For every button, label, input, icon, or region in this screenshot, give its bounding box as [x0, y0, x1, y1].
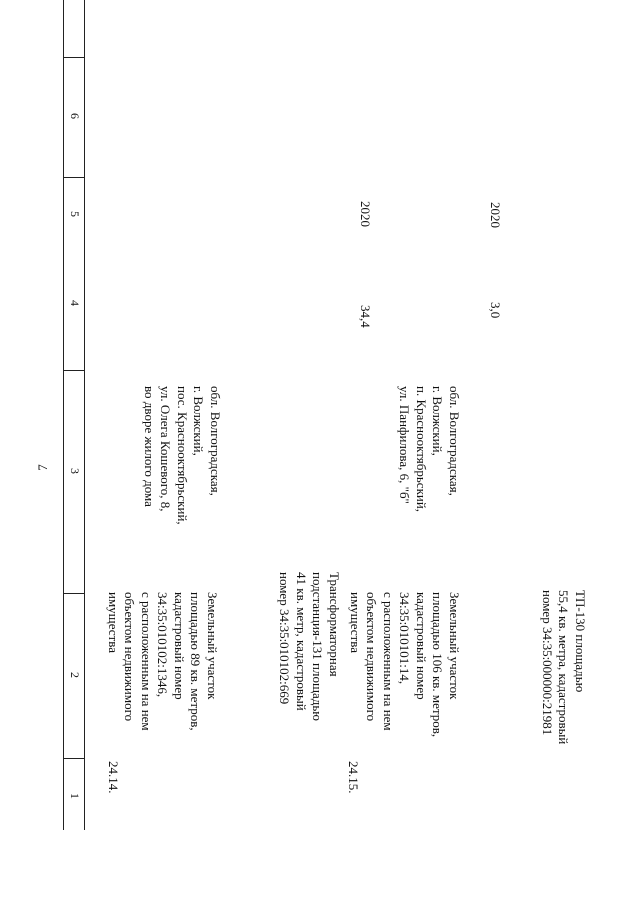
- column-header: 4: [68, 300, 82, 306]
- column-divider: [64, 370, 85, 371]
- property-table: [40, 0, 640, 830]
- column-divider: [64, 758, 85, 759]
- table-top-border: [63, 0, 64, 830]
- row-description: Земельный участок площадью 89 кв. метров, кадастровый номер 34:35:010102:1346, с расположенным на нем объектом недвижимого имущества: [106, 592, 220, 731]
- row-number: 24.14.: [106, 761, 121, 794]
- sub-description: ТП-130 площадью 55,4 кв. метра, кадастровый номер 34:35:000000:21981: [540, 590, 588, 745]
- column-header: 5: [68, 211, 82, 217]
- column-divider: [64, 177, 85, 178]
- year-value: 2020: [488, 202, 503, 228]
- table-header-border: [84, 0, 85, 830]
- area-value: 34,4: [358, 305, 373, 328]
- column-divider: [64, 57, 85, 58]
- column-header: 1: [68, 793, 82, 799]
- page-number: 7: [34, 464, 50, 471]
- year-value: 2020: [358, 201, 373, 227]
- row-number: 24.15.: [346, 761, 361, 794]
- sub-description: Трансформаторная подстанция-131 площадью 41 кв. метр, кадастровый номер 34:35:010102:669: [277, 572, 342, 721]
- row-address: обл. Волгоградская, г. Волжский, пос. Краснооктябрьский, ул. Олега Кошевого, 8, во дворе жилого дома: [142, 386, 223, 525]
- column-header: 3: [68, 468, 82, 474]
- column-header: 6: [68, 113, 82, 119]
- column-divider: [64, 593, 85, 594]
- row-address: обл. Волгоградская, г. Волжский, п. Краснооктябрьский, ул. Панфилова, 6, "б": [397, 386, 462, 513]
- area-value: 3,0: [488, 302, 503, 319]
- column-header: 2: [68, 672, 82, 678]
- row-description: Земельный участок площадью 106 кв. метров, кадастровый номер 34:35:010101:14, с расположенным на нем объектом недвижимого имущества: [348, 592, 462, 738]
